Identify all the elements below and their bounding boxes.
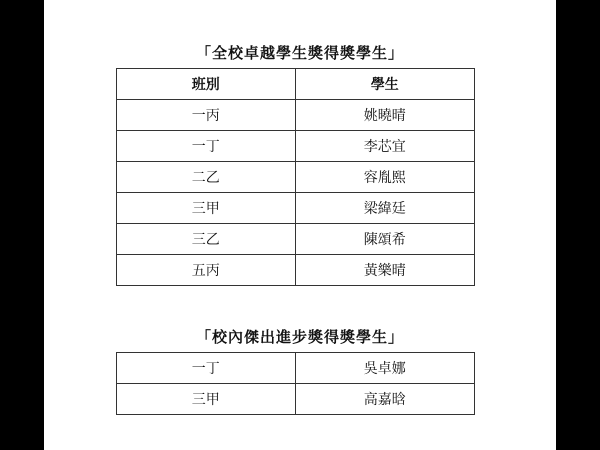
excellence-award-table [116, 68, 475, 286]
cell-class: 三乙 [117, 224, 296, 255]
table-row [117, 193, 475, 224]
header-student: 學生 [295, 69, 475, 100]
header-class: 班別 [117, 69, 296, 100]
cell-class: 一丁 [117, 353, 296, 384]
table-row [117, 100, 475, 131]
cell-student: 李芯宜 [295, 131, 475, 162]
table-row [117, 255, 475, 286]
section-title-excellence: 「全校卓越學生獎得獎學生」 [195, 44, 404, 62]
table-row [117, 224, 475, 255]
table-row [117, 131, 475, 162]
table-row [117, 384, 475, 415]
cell-class: 一丙 [117, 100, 296, 131]
table-row [117, 162, 475, 193]
cell-class: 三甲 [117, 193, 296, 224]
progress-award-table [116, 352, 475, 415]
cell-class: 三甲 [117, 384, 296, 415]
cell-student: 姚曉晴 [295, 100, 475, 131]
cell-class: 一丁 [117, 131, 296, 162]
cell-student: 高嘉晗 [295, 384, 475, 415]
document-page [44, 0, 556, 450]
table-header-row [117, 69, 475, 100]
cell-class: 二乙 [117, 162, 296, 193]
cell-student: 梁緯廷 [295, 193, 475, 224]
cell-student: 陳頌希 [295, 224, 475, 255]
cell-student: 黃樂晴 [295, 255, 475, 286]
cell-student: 容胤熙 [295, 162, 475, 193]
cell-student: 吳卓娜 [295, 353, 475, 384]
table-row [117, 353, 475, 384]
section-title-progress: 「校內傑出進步獎得獎學生」 [195, 328, 404, 346]
cell-class: 五丙 [117, 255, 296, 286]
